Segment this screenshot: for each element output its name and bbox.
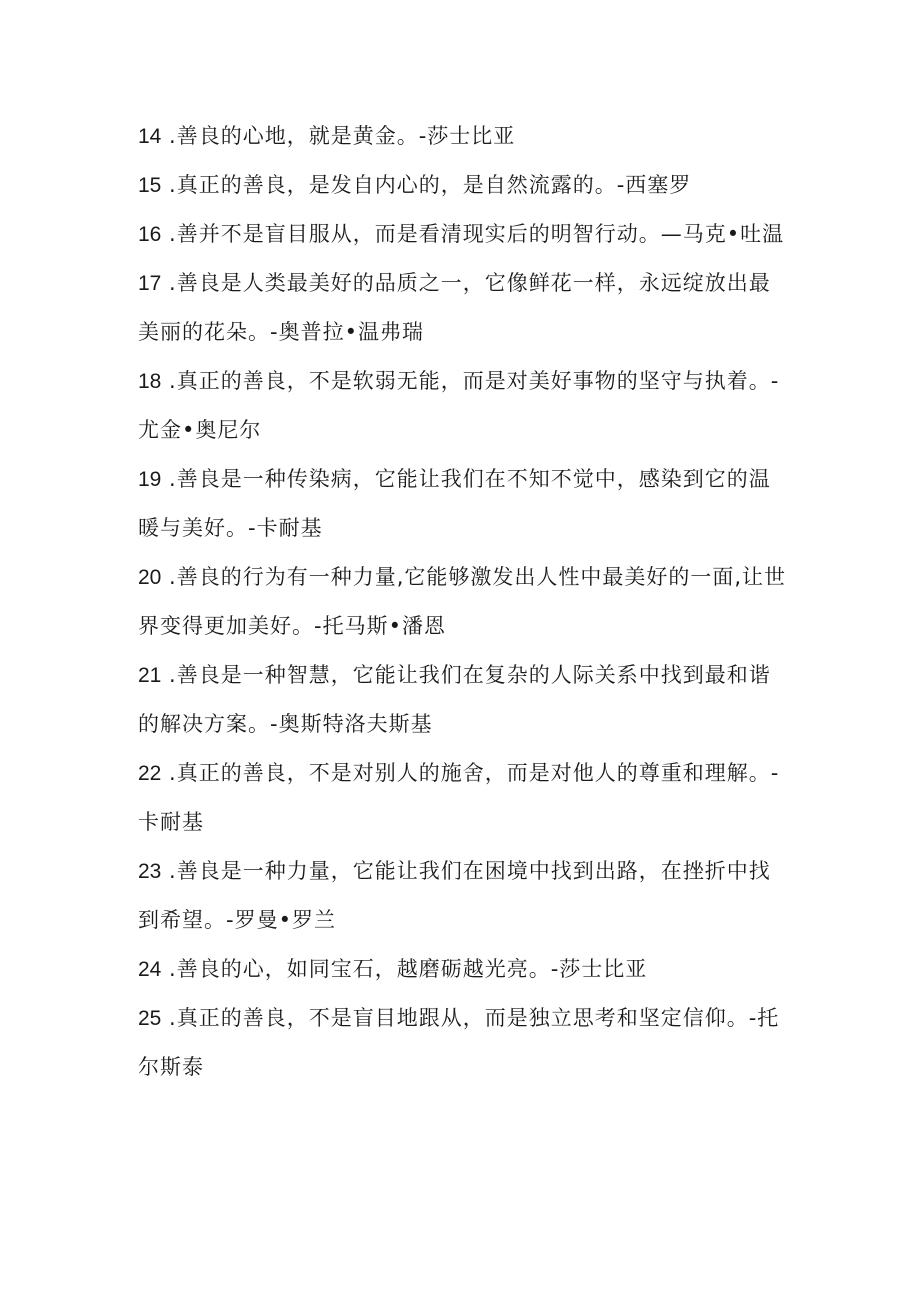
quote-item — [138, 847, 788, 945]
quote-text: .真正的善良，不是盲目地跟从，而是独立思考和坚定信仰。-托尔斯泰 — [138, 1006, 780, 1079]
quote-item — [138, 259, 788, 357]
quote-text: .善良的行为有一种力量,它能够激发出人性中最美好的一面,让世界变得更加美好。-托马斯•潘恩 — [138, 565, 787, 638]
quote-number: 18 — [138, 370, 162, 393]
quote-number: 21 — [138, 664, 162, 687]
quote-number: 15 — [138, 174, 162, 197]
quote-item — [138, 210, 788, 259]
quote-text: .善良是一种传染病，它能让我们在不知不觉中，感染到它的温暖与美好。-卡耐基 — [138, 467, 771, 540]
quote-text: .善良是人类最美好的品质之一，它像鲜花一样，永远绽放出最美丽的花朵。-奥普拉•温弗瑞 — [138, 271, 771, 344]
quote-text: .善良是一种智慧，它能让我们在复杂的人际关系中找到最和谐的解决方案。-奥斯特洛夫斯基 — [138, 663, 771, 736]
quote-text: .真正的善良，不是对别人的施舍，而是对他人的尊重和理解。-卡耐基 — [138, 761, 780, 834]
quote-number: 20 — [138, 566, 162, 589]
quote-list — [138, 112, 788, 1092]
quote-number: 14 — [138, 125, 162, 148]
quote-item — [138, 553, 788, 651]
quote-item — [138, 945, 788, 994]
quote-text: .真正的善良，是发自内心的，是自然流露的。-西塞罗 — [161, 173, 692, 197]
quote-text: .善良的心，如同宝石，越磨砺越光亮。-莎士比亚 — [161, 957, 648, 981]
quote-item — [138, 749, 788, 847]
quote-number: 25 — [138, 1007, 162, 1030]
quote-item — [138, 161, 788, 210]
quote-item — [138, 357, 788, 455]
quote-text: .善良的心地，就是黄金。-莎士比亚 — [161, 124, 516, 148]
quote-number: 24 — [138, 958, 162, 981]
quote-text: .善良是一种力量，它能让我们在困境中找到出路，在挫折中找到希望。-罗曼•罗兰 — [138, 859, 771, 932]
quote-text: .真正的善良，不是软弱无能，而是对美好事物的坚守与执着。-尤金•奥尼尔 — [138, 369, 780, 442]
quote-number: 19 — [138, 468, 162, 491]
quote-number: 16 — [138, 223, 162, 246]
quote-number: 23 — [138, 860, 162, 883]
quote-item — [138, 651, 788, 749]
quote-item — [138, 455, 788, 553]
quote-item — [138, 112, 788, 161]
quote-text: .善并不是盲目服从，而是看清现实后的明智行动。—马克•吐温 — [161, 222, 785, 246]
quote-item — [138, 994, 788, 1092]
quote-number: 22 — [138, 762, 162, 785]
quote-number: 17 — [138, 272, 162, 295]
